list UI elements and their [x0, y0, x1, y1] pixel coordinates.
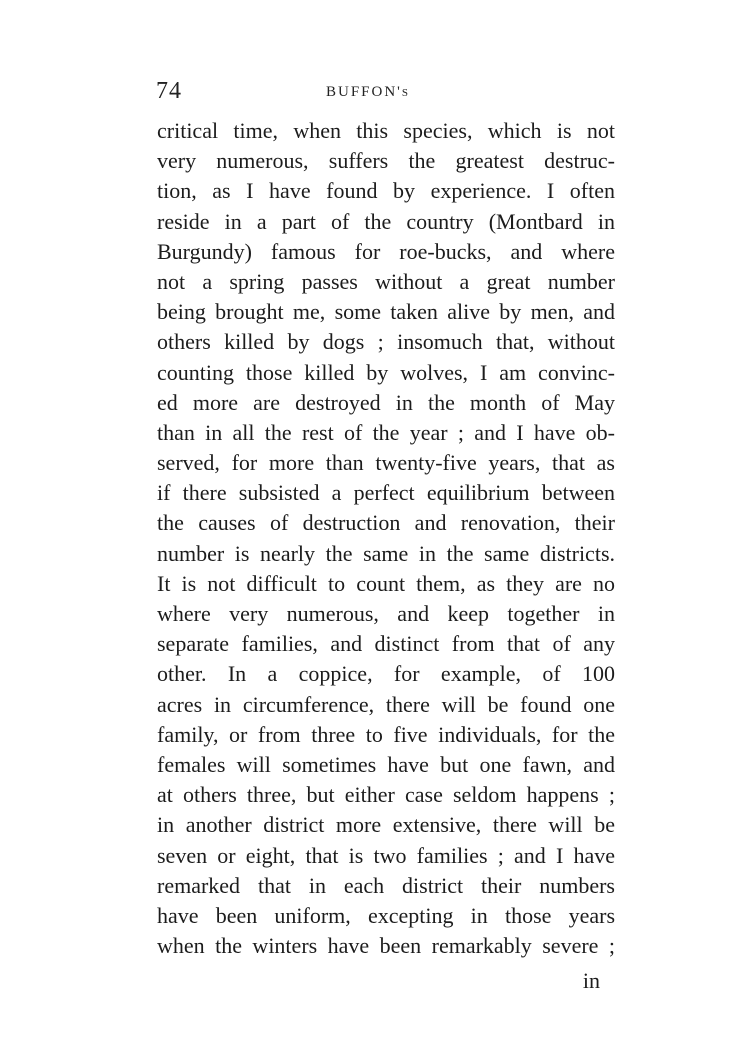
text-line: separate families, and distinct from that of any — [157, 631, 615, 657]
text-line: served, for more than twenty-five years, that as — [157, 450, 615, 476]
body-text — [157, 116, 615, 961]
text-line: females will sometimes have but one fawn, and — [157, 751, 615, 777]
text-line: others killed by dogs ; insomuch that, without — [157, 329, 615, 355]
running-head: BUFFON's — [326, 84, 411, 100]
text-line: It is not difficult to count them, as they are no — [157, 570, 615, 596]
text-line: than in all the rest of the year ; and I have ob- — [157, 419, 615, 445]
page-number: 74 — [156, 78, 182, 104]
text-line: very numerous, suffers the greatest destruc- — [157, 148, 615, 174]
text-line: other. In a coppice, for example, of 100 — [157, 661, 615, 687]
text-line: family, or from three to five individuals, for the — [157, 721, 615, 747]
text-line: being brought me, some taken alive by men, and — [157, 299, 615, 325]
page-header — [156, 78, 612, 108]
text-line: not a spring passes without a great number — [157, 268, 615, 294]
text-line: if there subsisted a perfect equilibrium between — [157, 480, 615, 506]
text-line: ed more are destroyed in the month of May — [157, 389, 615, 415]
text-line: tion, as I have found by experience. I often — [157, 178, 615, 204]
text-line: when the winters have been remarkably severe ; — [157, 933, 615, 959]
text-line: seven or eight, that is two families ; and I have — [157, 842, 615, 868]
text-line: in another district more extensive, there will be — [157, 812, 615, 838]
text-line: the causes of destruction and renovation, their — [157, 510, 615, 536]
text-line: reside in a part of the country (Montbard in — [157, 208, 615, 234]
text-line: counting those killed by wolves, I am convinc- — [157, 359, 615, 385]
text-line: number is nearly the same in the same districts. — [157, 540, 615, 566]
text-line: critical time, when this species, which is not — [157, 118, 615, 143]
text-line: remarked that in each district their numbers — [157, 872, 615, 898]
text-line: at others three, but either case seldom happens ; — [157, 782, 615, 808]
text-line: have been uniform, excepting in those years — [157, 902, 615, 928]
text-line: Burgundy) famous for roe-bucks, and where — [157, 238, 615, 264]
text-line: acres in circumference, there will be found one — [157, 691, 615, 717]
catchword: in — [582, 968, 600, 993]
text-line: where very numerous, and keep together in — [157, 601, 615, 626]
